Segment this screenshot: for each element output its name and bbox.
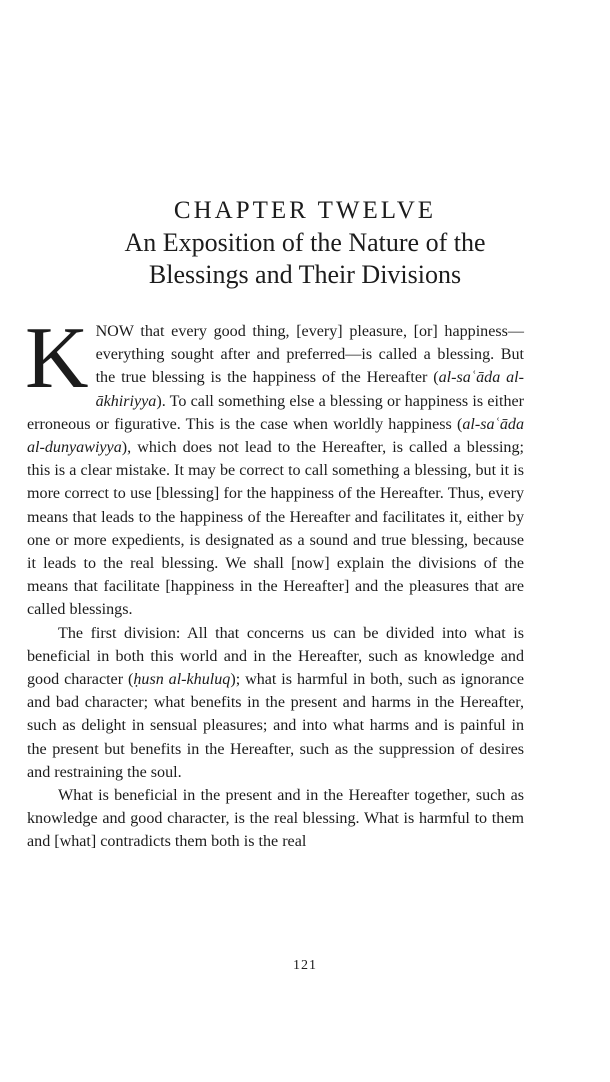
text-run: The first division: All that concerns us can be divided into what is beneficial in both this world and in the Hereafter, such as knowledge and good character ( (27, 624, 524, 689)
chapter-title-line-1: An Exposition of the Nature of the (124, 228, 486, 257)
text-run: What is beneficial in the present and in the Hereafter together, such as knowledge and good character, is the real blessing. What is harmful to them and [what] contradicts them both is the real (27, 787, 524, 851)
transliteration-term: al-saʿāda al-dunyawiyya (27, 415, 524, 457)
text-run: NOW that every good thing, [every] pleasure, [or] happiness—everything sought after and preferred—is called a blessing. But the true blessing is the happiness of the Hereafter ( (95, 323, 524, 387)
page-number: 121 (293, 958, 317, 973)
chapter-title (40, 227, 570, 291)
text-run: ), which does not lead to the Hereafter, is called a blessing; this is a clear mistake. It may be correct to call something a blessing, but it is more correct to use [blessing] for the happiness of the Hereafter. Thus, every means that leads to the happiness of the Hereafter and facilitates it, either by one or more expedients, is designated as a sound and true blessing, because it leads to the real blessing. We shall [now] explain the divisions of the means that facilitate [happiness in the Hereafter] and the pleasures that are called blessings. (27, 439, 524, 619)
body-text (25, 310, 525, 854)
drop-cap: K (25, 310, 89, 407)
paragraph-2 (27, 622, 524, 784)
paragraph-3 (27, 784, 524, 854)
text-run: ); what is harmful in both, such as ignorance and bad character; what benefits in the present and harms in the Hereafter, such as delight in sensual pleasures; and into what harms and is painful in the present but benefits in the Hereafter, such as the suppression of desires and restraining the soul. (27, 671, 525, 781)
chapter-title-line-2: Blessings and Their Divisions (148, 260, 462, 289)
chapter-label: CHAPTER TWELVE (173, 197, 437, 224)
transliteration-term: al-saʿāda al-ākhiriyya (95, 369, 524, 410)
paragraph-1-text (25, 310, 524, 619)
paragraph-1 (25, 310, 524, 622)
text-run: ). To call something else a blessing or happiness is either erroneous or figurative. This is the case when worldly happiness ( (27, 392, 524, 433)
transliteration-term: ḥusn al-khuluq (133, 671, 231, 689)
